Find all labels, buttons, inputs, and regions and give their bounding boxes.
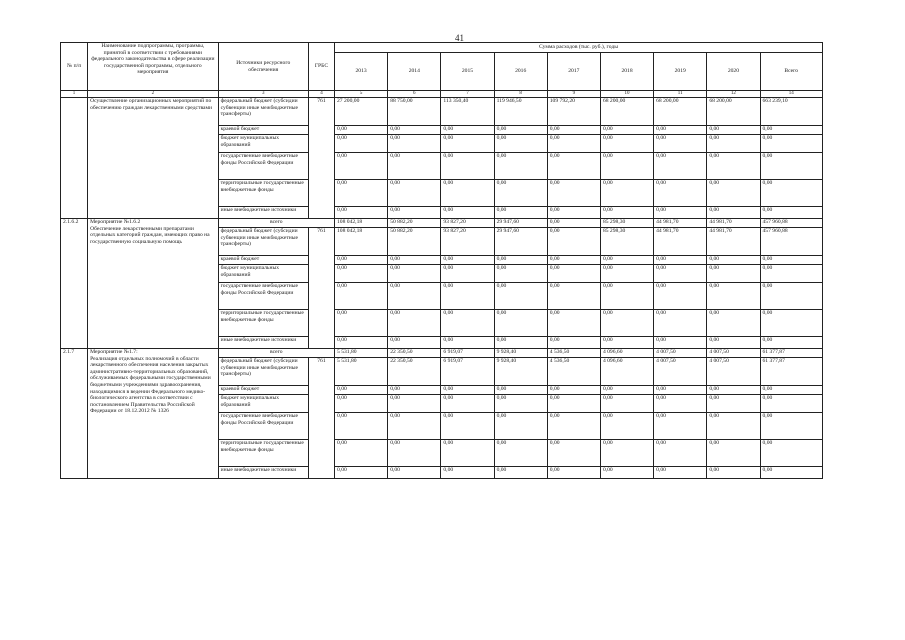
total-row: [61, 219, 823, 228]
total-value: 44 981,70: [707, 219, 760, 228]
table-body: [61, 98, 823, 479]
amount-cell: 0,00: [547, 153, 600, 180]
header-year: 2013: [335, 53, 388, 91]
total-label: всего: [218, 349, 334, 358]
amount-cell: 0,00: [600, 153, 653, 180]
amount-cell: 4 096,60: [600, 358, 653, 386]
amount-cell: 0,00: [494, 283, 547, 310]
amount-cell: 0,00: [547, 265, 600, 283]
funding-source: федеральный бюджет (субсидии субвенции иные межбюджетные трансферты): [218, 228, 308, 256]
amount-cell: 0,00: [600, 180, 653, 207]
amount-cell: 0,00: [441, 467, 494, 479]
header-name: Наименование подпрограммы, программы, принятой в соответствии с требованиями федерального законодательства в сфере реализации государственной программы, отдельного мероприятия: [88, 43, 218, 91]
amount-cell: 0,00: [494, 135, 547, 153]
amount-cell: 0,00: [760, 440, 823, 467]
amount-cell: 0,00: [441, 126, 494, 135]
amount-cell: 0,00: [707, 395, 760, 413]
amount-cell: 0,00: [388, 153, 441, 180]
amount-cell: 0,00: [494, 395, 547, 413]
amount-cell: 0,00: [547, 256, 600, 265]
amount-cell: 0,00: [494, 153, 547, 180]
amount-cell: 0,00: [600, 207, 653, 219]
total-value: 4 007,50: [654, 349, 707, 358]
total-value: 5 531,80: [335, 349, 388, 358]
table-header: [61, 43, 823, 98]
amount-cell: 0,00: [654, 386, 707, 395]
amount-cell: 0,00: [760, 256, 823, 265]
amount-cell: 85 298,30: [600, 228, 653, 256]
column-number: 1: [61, 91, 88, 98]
amount-cell: 0,00: [600, 395, 653, 413]
funding-source: территориальные государственные внебюджетные фонды: [218, 310, 308, 337]
amount-cell: 0,00: [494, 467, 547, 479]
amount-cell: 88 750,00: [388, 98, 441, 126]
funding-source: территориальные государственные внебюджетные фонды: [218, 180, 308, 207]
amount-cell: 0,00: [547, 180, 600, 207]
amount-cell: 0,00: [547, 413, 600, 440]
amount-cell: 457 960,88: [760, 228, 823, 256]
amount-cell: 0,00: [760, 386, 823, 395]
amount-cell: 0,00: [335, 413, 388, 440]
amount-cell: 0,00: [760, 265, 823, 283]
amount-cell: 119 946,50: [494, 98, 547, 126]
amount-cell: 0,00: [760, 207, 823, 219]
amount-cell: 44 981,70: [707, 228, 760, 256]
funding-source: федеральный бюджет (субсидии субвенции иные межбюджетные трансферты): [218, 98, 308, 126]
amount-cell: 0,00: [388, 440, 441, 467]
header-no: № п/п: [61, 43, 88, 91]
amount-cell: 0,00: [388, 207, 441, 219]
funding-source: иные внебюджетные источники: [218, 337, 308, 349]
amount-cell: 0,00: [494, 413, 547, 440]
amount-cell: 109 792,20: [547, 98, 600, 126]
amount-cell: 0,00: [654, 265, 707, 283]
amount-cell: 6 919,07: [441, 358, 494, 386]
amount-cell: 0,00: [494, 207, 547, 219]
amount-cell: 0,00: [335, 153, 388, 180]
amount-cell: 0,00: [335, 395, 388, 413]
amount-cell: 0,00: [441, 386, 494, 395]
amount-cell: 4 007,50: [707, 358, 760, 386]
grbs-code: 761: [308, 358, 334, 479]
funding-source: государственные внебюджетные фонды Российской Федерации: [218, 283, 308, 310]
amount-cell: 0,00: [388, 126, 441, 135]
amount-cell: 0,00: [547, 337, 600, 349]
amount-cell: 0,00: [600, 413, 653, 440]
amount-cell: 0,00: [388, 467, 441, 479]
total-value: 6 919,07: [441, 349, 494, 358]
header-sum-title: Сумма расходов (тыс. руб.), годы: [335, 43, 823, 53]
header-year: 2017: [547, 53, 600, 91]
funding-source: краевой бюджет: [218, 386, 308, 395]
total-value: 457 960,88: [760, 219, 823, 228]
amount-cell: 0,00: [547, 467, 600, 479]
amount-cell: 0,00: [388, 386, 441, 395]
amount-cell: 0,00: [547, 440, 600, 467]
amount-cell: 0,00: [335, 310, 388, 337]
amount-cell: 0,00: [760, 467, 823, 479]
amount-cell: 0,00: [654, 467, 707, 479]
amount-cell: 0,00: [600, 126, 653, 135]
amount-cell: 0,00: [494, 126, 547, 135]
amount-cell: 0,00: [335, 180, 388, 207]
amount-cell: 0,00: [388, 180, 441, 207]
amount-cell: 0,00: [441, 153, 494, 180]
section-description: Обеспечение лекарственными препаратами отдельных категорий граждан, имеющих право на государственную социальную помощь: [90, 225, 210, 245]
total-value: 0,00: [547, 219, 600, 228]
amount-cell: 0,00: [760, 395, 823, 413]
section-description: Осуществление организационных мероприятий по обеспечению граждан лекарственными средствами: [90, 98, 213, 111]
amount-cell: 29 947,60: [494, 228, 547, 256]
funding-source: территориальные государственные внебюджетные фонды: [218, 440, 308, 467]
section-number: 2.1.7: [61, 349, 88, 479]
section-description: Реализация отдельных полномочий в области лекарственного обеспечения населения закрытых административно-территориальных образований, обслуживаемых федеральными государственными бюджетными учреждениями здравоохранения, находящимися в ведении Федерального медико-биологического агентства в соответствии с постановлением Правительства Российской Федерации от 18.12.2012 № 1326: [90, 355, 211, 415]
amount-cell: 93 827,20: [441, 228, 494, 256]
amount-cell: 0,00: [388, 337, 441, 349]
amount-cell: 68 200,00: [707, 98, 760, 126]
column-number: 4: [308, 91, 334, 98]
amount-cell: 0,00: [388, 413, 441, 440]
header-grbs: ГРБС: [308, 43, 334, 91]
amount-cell: 0,00: [654, 180, 707, 207]
amount-cell: 0,00: [654, 153, 707, 180]
column-number: 12: [707, 91, 760, 98]
column-number: 3: [218, 91, 308, 98]
header-year: 2015: [441, 53, 494, 91]
amount-cell: 0,00: [441, 135, 494, 153]
column-number: 11: [654, 91, 707, 98]
amount-cell: 0,00: [654, 440, 707, 467]
amount-cell: 0,00: [494, 310, 547, 337]
amount-cell: 0,00: [760, 283, 823, 310]
amount-cell: 0,00: [760, 126, 823, 135]
amount-cell: 113 350,40: [441, 98, 494, 126]
total-value: 44 981,70: [654, 219, 707, 228]
amount-cell: 0,00: [707, 310, 760, 337]
amount-cell: 0,00: [335, 337, 388, 349]
funding-source: иные внебюджетные источники: [218, 207, 308, 219]
total-value: 93 827,20: [441, 219, 494, 228]
header-year: 2018: [600, 53, 653, 91]
amount-cell: 0,00: [600, 283, 653, 310]
amount-cell: 4 007,50: [654, 358, 707, 386]
amount-cell: 44 981,70: [654, 228, 707, 256]
amount-cell: 0,00: [441, 180, 494, 207]
amount-cell: 0,00: [547, 228, 600, 256]
amount-cell: 0,00: [707, 440, 760, 467]
amount-cell: 4 536,50: [547, 358, 600, 386]
amount-cell: 0,00: [441, 395, 494, 413]
amount-cell: 0,00: [760, 135, 823, 153]
amount-cell: 0,00: [707, 180, 760, 207]
section-name-cell: [88, 219, 218, 349]
amount-cell: 0,00: [760, 413, 823, 440]
amount-cell: 108 042,18: [335, 228, 388, 256]
column-number: 2: [88, 91, 218, 98]
amount-cell: 0,00: [547, 310, 600, 337]
amount-cell: 0,00: [335, 386, 388, 395]
amount-cell: 0,00: [547, 386, 600, 395]
amount-cell: 0,00: [707, 256, 760, 265]
amount-cell: 0,00: [654, 310, 707, 337]
amount-cell: 0,00: [547, 283, 600, 310]
header-year: Всего: [760, 53, 823, 91]
funding-source: краевой бюджет: [218, 256, 308, 265]
amount-cell: 0,00: [707, 337, 760, 349]
amount-cell: 0,00: [441, 207, 494, 219]
column-number: 9: [547, 91, 600, 98]
budget-table: [60, 42, 823, 479]
amount-cell: 0,00: [335, 440, 388, 467]
funding-source: краевой бюджет: [218, 126, 308, 135]
funding-source: бюджет муниципальных образований: [218, 135, 308, 153]
column-number: 5: [335, 91, 388, 98]
total-value: 4 007,50: [707, 349, 760, 358]
amount-cell: 0,00: [760, 153, 823, 180]
total-value: 4 536,50: [547, 349, 600, 358]
funding-source: государственные внебюджетные фонды Российской Федерации: [218, 413, 308, 440]
amount-cell: 0,00: [760, 310, 823, 337]
amount-cell: 0,00: [707, 467, 760, 479]
amount-cell: 0,00: [654, 413, 707, 440]
amount-cell: 0,00: [441, 310, 494, 337]
amount-cell: 0,00: [388, 395, 441, 413]
funding-source: бюджет муниципальных образований: [218, 395, 308, 413]
amount-cell: 68 200,00: [654, 98, 707, 126]
column-number: 8: [494, 91, 547, 98]
amount-cell: 0,00: [335, 283, 388, 310]
amount-cell: 0,00: [494, 256, 547, 265]
amount-cell: 0,00: [441, 337, 494, 349]
amount-cell: 0,00: [600, 467, 653, 479]
amount-cell: 0,00: [335, 135, 388, 153]
section-name-cell: [88, 98, 218, 219]
amount-cell: 0,00: [388, 265, 441, 283]
total-value: 85 298,30: [600, 219, 653, 228]
total-value: 4 096,60: [600, 349, 653, 358]
grbs-code: 761: [308, 228, 334, 349]
amount-cell: 0,00: [441, 256, 494, 265]
header-source: Источники ресурсного обеспечения: [218, 43, 308, 91]
amount-cell: 0,00: [335, 126, 388, 135]
amount-cell: 0,00: [707, 265, 760, 283]
amount-cell: 0,00: [441, 265, 494, 283]
amount-cell: 0,00: [707, 413, 760, 440]
amount-cell: 9 928,40: [494, 358, 547, 386]
amount-cell: 0,00: [707, 386, 760, 395]
section-title: Мероприятие №1.7:: [90, 349, 138, 355]
funding-source: государственные внебюджетные фонды Российской Федерации: [218, 153, 308, 180]
amount-cell: 50 882,20: [388, 228, 441, 256]
amount-cell: 0,00: [707, 135, 760, 153]
header-year: 2019: [654, 53, 707, 91]
amount-cell: 5 531,80: [335, 358, 388, 386]
funding-source: иные внебюджетные источники: [218, 467, 308, 479]
amount-cell: 0,00: [388, 283, 441, 310]
amount-cell: 0,00: [441, 283, 494, 310]
amount-cell: 0,00: [654, 126, 707, 135]
section-number: 2.1.6.2: [61, 219, 88, 349]
amount-cell: 0,00: [494, 180, 547, 207]
amount-cell: 0,00: [388, 310, 441, 337]
amount-cell: 0,00: [600, 135, 653, 153]
amount-cell: 0,00: [547, 395, 600, 413]
amount-cell: 0,00: [654, 135, 707, 153]
amount-cell: 0,00: [600, 337, 653, 349]
header-numbers-row: [61, 91, 823, 98]
total-value: 22 350,50: [388, 349, 441, 358]
section-number: [61, 98, 88, 219]
amount-cell: 22 350,50: [388, 358, 441, 386]
amount-cell: 0,00: [335, 207, 388, 219]
amount-cell: 663 239,10: [760, 98, 823, 126]
funding-source: бюджет муниципальных образований: [218, 265, 308, 283]
amount-cell: 0,00: [494, 265, 547, 283]
column-number: 7: [441, 91, 494, 98]
amount-cell: 0,00: [388, 256, 441, 265]
amount-cell: 0,00: [654, 337, 707, 349]
amount-cell: 0,00: [600, 256, 653, 265]
amount-cell: 0,00: [600, 310, 653, 337]
amount-cell: 0,00: [547, 207, 600, 219]
amount-cell: 27 200,00: [335, 98, 388, 126]
amount-cell: 0,00: [707, 126, 760, 135]
grbs-code: 761: [308, 98, 334, 219]
amount-cell: 61 377,87: [760, 358, 823, 386]
amount-cell: 0,00: [707, 153, 760, 180]
total-value: 29 947,60: [494, 219, 547, 228]
section-title: Мероприятие №1.6.2: [90, 219, 141, 225]
column-number: 6: [388, 91, 441, 98]
amount-cell: 0,00: [600, 440, 653, 467]
amount-cell: 0,00: [707, 207, 760, 219]
amount-cell: 0,00: [335, 467, 388, 479]
amount-cell: 0,00: [547, 126, 600, 135]
total-value: 9 928,40: [494, 349, 547, 358]
amount-cell: 0,00: [335, 256, 388, 265]
amount-cell: 0,00: [600, 265, 653, 283]
header-year: 2014: [388, 53, 441, 91]
amount-cell: 0,00: [335, 265, 388, 283]
column-number: 10: [600, 91, 653, 98]
amount-cell: 0,00: [494, 440, 547, 467]
header-year: 2020: [707, 53, 760, 91]
amount-cell: 0,00: [441, 440, 494, 467]
amount-cell: 68 200,00: [600, 98, 653, 126]
amount-cell: 0,00: [494, 386, 547, 395]
total-value: 108 042,18: [335, 219, 388, 228]
total-value: 50 882,20: [388, 219, 441, 228]
amount-cell: 0,00: [760, 337, 823, 349]
amount-cell: 0,00: [547, 135, 600, 153]
amount-cell: 0,00: [707, 283, 760, 310]
table-row: [61, 98, 823, 126]
total-label: всего: [218, 219, 334, 228]
column-number: 14: [760, 91, 823, 98]
amount-cell: 0,00: [760, 180, 823, 207]
total-value: 61 377,87: [760, 349, 823, 358]
amount-cell: 0,00: [654, 395, 707, 413]
page-number: 41: [455, 33, 464, 43]
funding-source: федеральный бюджет (субсидии субвенции иные межбюджетные трансферты): [218, 358, 308, 386]
amount-cell: 0,00: [654, 207, 707, 219]
amount-cell: 0,00: [654, 283, 707, 310]
amount-cell: 0,00: [600, 386, 653, 395]
section-name-cell: [88, 349, 218, 479]
amount-cell: 0,00: [654, 256, 707, 265]
amount-cell: 0,00: [441, 413, 494, 440]
total-row: [61, 349, 823, 358]
header-year: 2016: [494, 53, 547, 91]
amount-cell: 0,00: [494, 337, 547, 349]
amount-cell: 0,00: [388, 135, 441, 153]
